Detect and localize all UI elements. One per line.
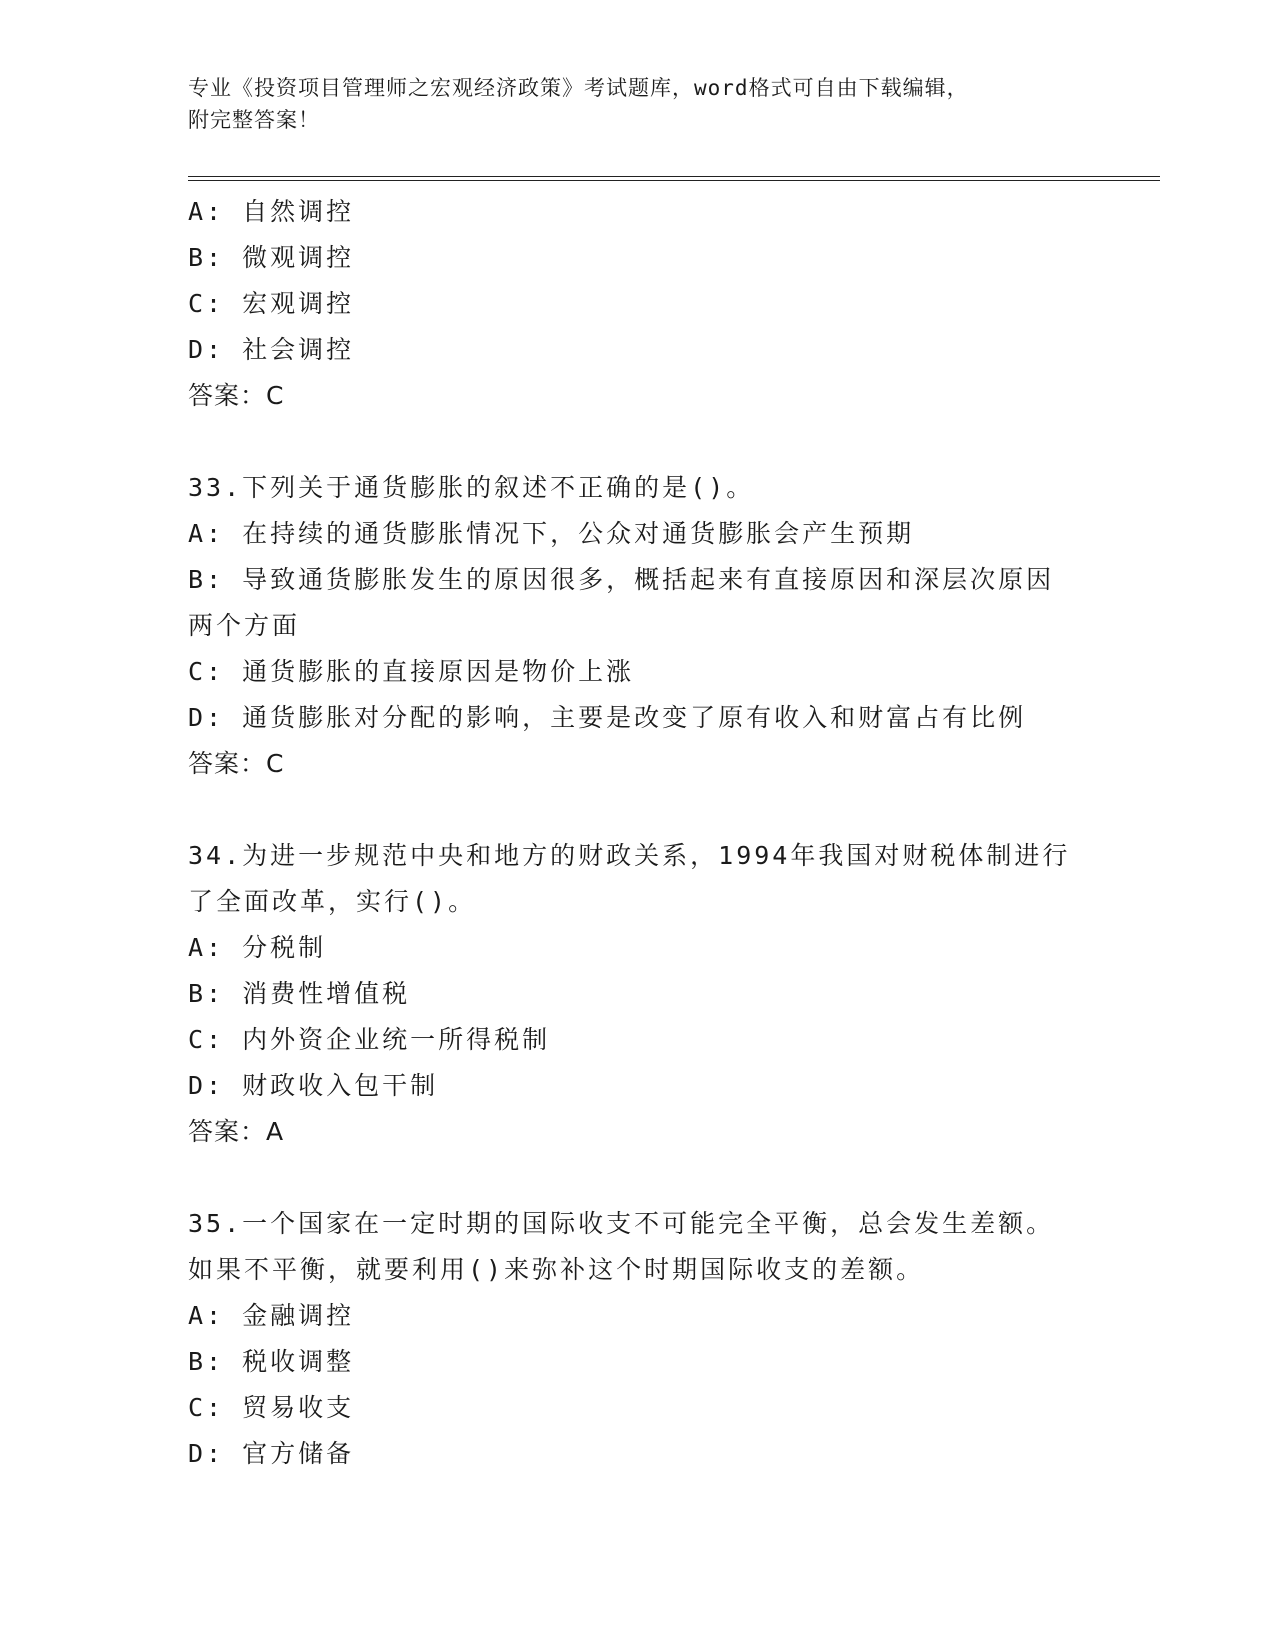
option-d: D: 官方储备 (188, 1439, 355, 1468)
question-stem: 34.为进一步规范中央和地方的财政关系，1994年我国对财税体制进行 (188, 841, 1071, 870)
option-a: A: 分税制 (188, 933, 327, 962)
option-d: D: 财政收入包干制 (188, 1071, 439, 1100)
question-stem-continued: 如果不平衡，就要利用()来弥补这个时期国际收支的差额。 (188, 1255, 925, 1284)
option-a: A: 在持续的通货膨胀情况下，公众对通货膨胀会产生预期 (188, 519, 915, 548)
document-page (188, 72, 1160, 1477)
option-d: D: 社会调控 (188, 335, 355, 364)
option-a: A: 自然调控 (188, 197, 355, 226)
question-stem-continued: 了全面改革，实行()。 (188, 887, 477, 916)
question-35 (188, 1201, 1160, 1477)
option-b-continued: 两个方面 (188, 611, 301, 640)
option-b: B: 微观调控 (188, 243, 355, 272)
option-c: C: 贸易收支 (188, 1393, 355, 1422)
answer-line: 答案：C (188, 749, 285, 778)
answer-line: 答案：A (188, 1117, 285, 1146)
question-32 (188, 189, 1160, 419)
header-line-2: 附完整答案！ (188, 108, 320, 132)
option-b: B: 消费性增值税 (188, 979, 411, 1008)
question-stem: 33.下列关于通货膨胀的叙述不正确的是()。 (188, 473, 755, 502)
option-d: D: 通货膨胀对分配的影响，主要是改变了原有收入和财富占有比例 (188, 703, 1027, 732)
option-c: C: 通货膨胀的直接原因是物价上涨 (188, 657, 635, 686)
spacer (188, 1155, 1160, 1201)
option-c: C: 宏观调控 (188, 289, 355, 318)
question-34 (188, 833, 1160, 1155)
header-line-1: 专业《投资项目管理师之宏观经济政策》考试题库，word格式可自由下载编辑， (188, 76, 969, 100)
question-stem: 35.一个国家在一定时期的国际收支不可能完全平衡，总会发生差额。 (188, 1209, 1055, 1238)
option-b: B: 税收调整 (188, 1347, 355, 1376)
question-33 (188, 465, 1160, 787)
option-a: A: 金融调控 (188, 1301, 355, 1330)
answer-line: 答案：C (188, 381, 285, 410)
spacer (188, 419, 1160, 465)
question-list (188, 189, 1160, 1477)
option-c: C: 内外资企业统一所得税制 (188, 1025, 551, 1054)
option-b: B: 导致通货膨胀发生的原因很多，概括起来有直接原因和深层次原因 (188, 565, 1055, 594)
document-header (188, 72, 1160, 181)
header-divider (188, 176, 1160, 181)
spacer (188, 787, 1160, 833)
